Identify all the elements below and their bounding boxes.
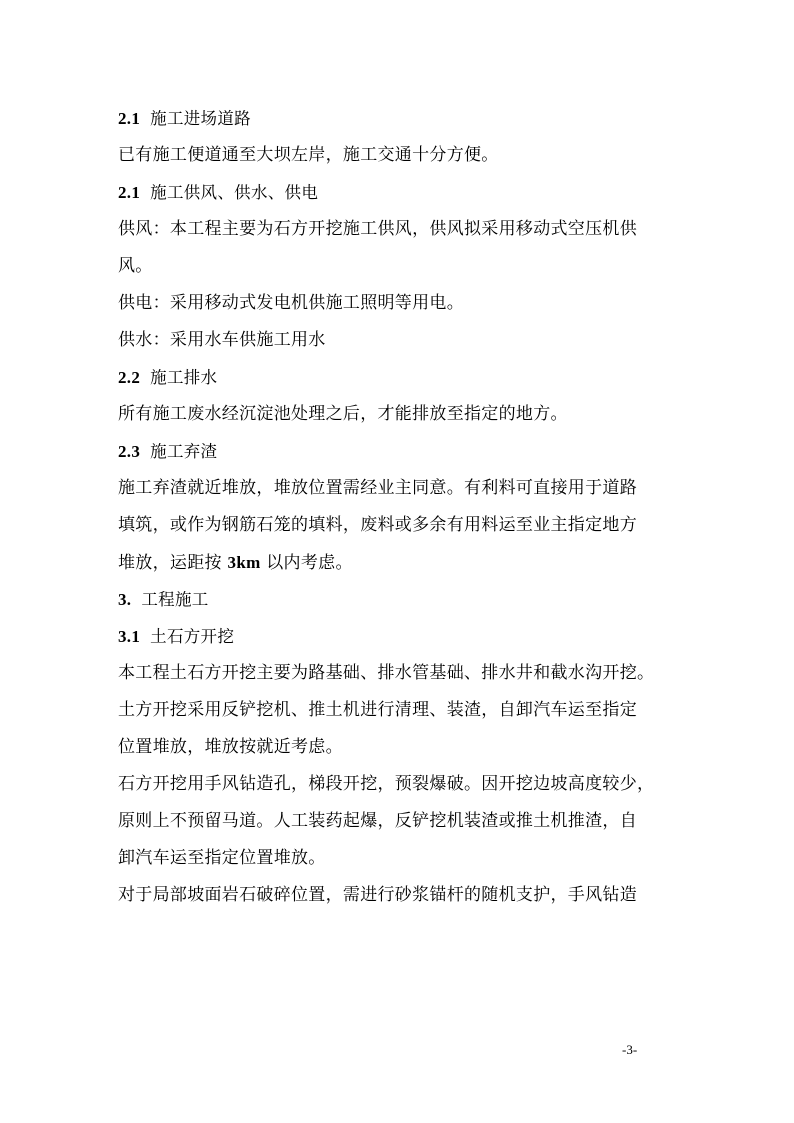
paragraph-line: 对于局部坡面岩石破碎位置，需进行砂浆锚杆的随机支护，手风钻造 (118, 885, 637, 905)
paragraph-line: 供风：本工程主要为石方开挖施工供风，供风拟采用移动式空压机供 (118, 219, 637, 239)
section-heading-access-road: 2.1 施工进场道路 (118, 109, 251, 128)
paragraph-line: 位置堆放，堆放按就近考虑。 (118, 737, 343, 757)
paragraph-line: 填筑，或作为钢筋石笼的填料，废料或多余有用料运至业主指定地方 (118, 515, 637, 535)
paragraph-line: 堆放，运距按 3km 以内考虑。 (118, 553, 353, 573)
paragraph-line: 卸汽车运至指定位置堆放。 (118, 848, 326, 868)
page-number: -3- (622, 1042, 638, 1057)
paragraph-line: 本工程土石方开挖主要为路基础、排水管基础、排水井和截水沟开挖。 (118, 663, 655, 683)
section-heading-drainage: 2.2 施工排水 (118, 368, 218, 387)
section-heading-utilities: 2.1 施工供风、供水、供电 (118, 183, 319, 202)
paragraph-line: 所有施工废水经沉淀池处理之后，才能排放至指定的地方。 (118, 404, 568, 424)
paragraph-line: 原则上不预留马道。人工装药起爆，反铲挖机装渣或推土机推渣，自 (118, 811, 637, 831)
paragraph-line: 风。 (118, 256, 153, 276)
section-heading-excavation: 3.1 土石方开挖 (118, 627, 235, 646)
paragraph-line: 已有施工便道通至大坝左岸，施工交通十分方便。 (118, 145, 499, 165)
section-heading-construction: 3. 工程施工 (118, 590, 209, 609)
paragraph-line: 石方开挖用手风钻造孔，梯段开挖，预裂爆破。因开挖边坡高度较少， (118, 774, 655, 794)
document-body (118, 100, 678, 914)
section-heading-spoil: 2.3 施工弃渣 (118, 442, 218, 461)
paragraph-line: 供水：采用水车供施工用水 (118, 330, 326, 350)
paragraph-line: 供电：采用移动式发电机供施工照明等用电。 (118, 293, 464, 313)
paragraph-line: 施工弃渣就近堆放，堆放位置需经业主同意。有利料可直接用于道路 (118, 478, 637, 498)
paragraph-line: 土方开挖采用反铲挖机、推土机进行清理、装渣，自卸汽车运至指定 (118, 700, 637, 720)
